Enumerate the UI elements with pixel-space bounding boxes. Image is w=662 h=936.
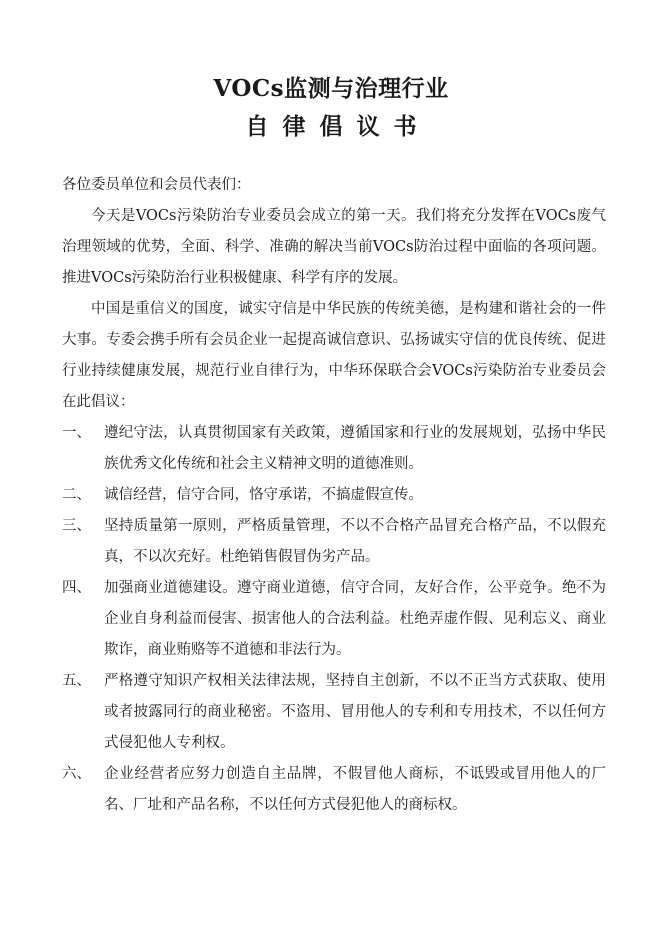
list-item: [62, 759, 606, 821]
list-item: [62, 480, 606, 511]
list-item-number: 二、: [62, 487, 91, 503]
list-item: [62, 511, 606, 573]
document-subtitle: 自律倡议书: [245, 113, 431, 140]
list-item-number: 四、: [62, 580, 91, 596]
list-item-number: 五、: [62, 673, 91, 689]
list-item: [62, 666, 606, 759]
document-body: [62, 170, 606, 821]
list-item-text: 企业经营者应努力创造自主品牌，不假冒他人商标，不诋毁或冒用他人的厂名、厂址和产品名称，不以任何方式侵犯他人的商标权。: [104, 766, 606, 813]
initiative-list: [62, 418, 606, 821]
paragraph-intro: 今天是VOCs污染防治专业委员会成立的第一天。我们将充分发挥在VOCs废气治理领域的优势，全面、科学、准确的解决当前VOCs防治过程中面临的各项问题。推进VOCs污染防治行业积极健康、科学有序的发展。: [62, 208, 606, 286]
salutation: 各位委员单位和会员代表们：: [62, 177, 251, 193]
list-item-text: 遵纪守法，认真贯彻国家有关政策，遵循国家和行业的发展规划，弘扬中华民族优秀文化传统和社会主义精神文明的道德准则。: [104, 425, 606, 472]
list-item-text: 加强商业道德建设。遵守商业道德，信守合同，友好合作，公平竞争。绝不为企业自身利益而侵害、损害他人的合法利益。杜绝弄虚作假、见利忘义、商业欺诈，商业贿赂等不道德和非法行为。: [104, 580, 606, 658]
paragraph-initiative: 中国是重信义的国度，诚实守信是中华民族的传统美德，是构建和谐社会的一件大事。专委会携手所有会员企业一起提高诚信意识、弘扬诚实守信的优良传统、促进行业持续健康发展，规范行业自律行为，中华环保联合会VOCs污染防治专业委员会在此倡议：: [62, 301, 606, 410]
list-item-number: 六、: [62, 766, 91, 782]
list-item-text: 严格遵守知识产权相关法律法规，坚持自主创新，不以不正当方式获取、使用或者披露同行的商业秘密。不盗用、冒用他人的专利和专用技术，不以任何方式侵犯他人专利权。: [104, 673, 606, 751]
document-title: VOCs监测与治理行业: [213, 75, 449, 102]
list-item-text: 坚持质量第一原则，严格质量管理，不以不合格产品冒充合格产品，不以假充真，不以次充好。杜绝销售假冒伪劣产品。: [104, 518, 606, 565]
list-item: [62, 573, 606, 666]
list-item-text: 诚信经营，信守合同，恪守承诺，不搞虚假宣传。: [104, 487, 423, 503]
list-item-number: 一、: [62, 425, 91, 441]
list-item-number: 三、: [62, 518, 91, 534]
list-item: [62, 418, 606, 480]
